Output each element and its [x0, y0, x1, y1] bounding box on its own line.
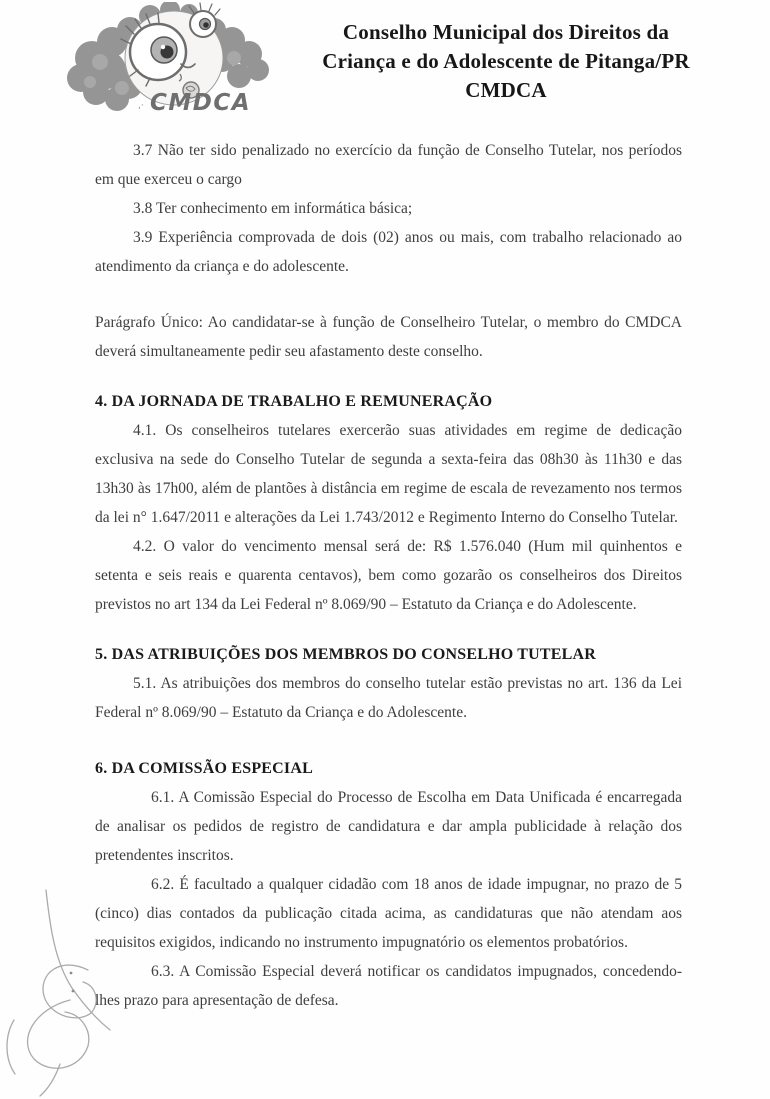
cmdca-mascot-logo-icon	[62, 2, 280, 120]
logo-wordmark: CMDCA	[150, 90, 252, 116]
clause-3-8: 3.8 Ter conhecimento em informática básica;	[133, 200, 413, 217]
title-line-1: Conselho Municipal dos Direitos da	[342, 20, 670, 44]
section-heading-6: 6. DA COMISSÃO ESPECIAL	[95, 760, 313, 777]
title-line-2: Criança e do Adolescente de Pitanga/PR	[322, 49, 690, 73]
logo-small-mark: ,·	[138, 101, 144, 111]
section-heading-5: 5. DAS ATRIBUIÇÕES DOS MEMBROS DO CONSELHO TUTELAR	[95, 646, 597, 663]
pen-dots	[70, 972, 75, 993]
section-heading-4: 4. DA JORNADA DE TRABALHO E REMUNERAÇÃO	[95, 393, 493, 410]
clause-3-7: 3.7 Não ter sido penalizado no exercício da função de Conselho Tutelar, nos períodos em que exerceu o cargo	[95, 142, 682, 188]
clause-4-1: 4.1. Os conselheiros tutelares exercerão suas atividades em regime de dedicação exclusiva na sede do Conselho Tutelar de segunda a sexta-feira das 08h30 às 11h30 e das 13h30 às 17h00, além de plantões à distância em regime de escala de revezamento nos termos da lei n° 1.647/2011 e alterações da Lei 1.743/2012 e Regimento Interno do Conselho Tutelar.	[95, 422, 682, 526]
document-header	[0, 0, 770, 132]
mascot-illustration	[62, 2, 280, 120]
clause-3-9: 3.9 Experiência comprovada de dois (02) anos ou mais, com trabalho relacionado ao atendimento da criança e do adolescente.	[95, 229, 682, 275]
title-line-3: CMDCA	[465, 78, 547, 102]
document-body	[95, 136, 682, 1015]
document-title	[288, 18, 724, 105]
clause-6-2: 6.2. É facultado a qualquer cidadão com 18 anos de idade impugnar, no prazo de 5 (cinco) dias contados da publicação citada acima, as candidaturas que não atendam aos requisitos exigidos, indicando no instrumento impugnatório os elementos probatórios.	[95, 876, 682, 951]
clause-6-1: 6.1. A Comissão Especial do Processo de Escolha em Data Unificada é encarregada de analisar os pedidos de registro de candidatura e dar ampla publicidade à relação dos pretendentes inscritos.	[95, 789, 682, 864]
clause-5-1: 5.1. As atribuições dos membros do conselho tutelar estão previstas no art. 136 da Lei Federal nº 8.069/90 – Estatuto da Criança e do Adolescente.	[95, 675, 682, 721]
paragrafo-unico: Parágrafo Único: Ao candidatar-se à função de Conselheiro Tutelar, o membro do CMDCA deverá simultaneamente pedir seu afastamento deste conselho.	[95, 314, 682, 360]
clause-6-3: 6.3. A Comissão Especial deverá notificar os candidatos impugnados, concedendo-lhes prazo para apresentação de defesa.	[95, 963, 682, 1009]
clause-4-2: 4.2. O valor do vencimento mensal será de: R$ 1.576.040 (Hum mil quinhentos e setenta e seis reais e quarenta centavos), bem como gozarão os conselheiros dos Direitos previstos no art 134 da Lei Federal nº 8.069/90 – Estatuto da Criança e do Adolescente.	[95, 538, 682, 613]
